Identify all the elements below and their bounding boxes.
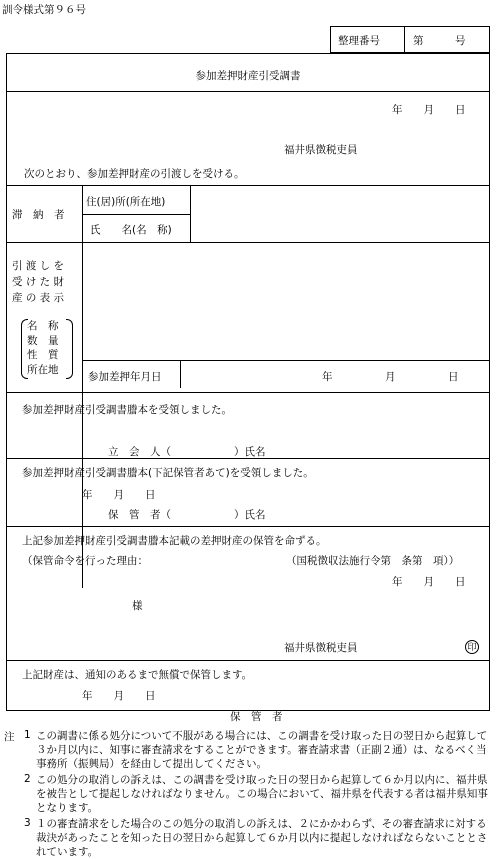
custodian-receipt-text: 参加差押財産引受調書謄本(下記保管者あて)を受領しました。 — [22, 467, 314, 479]
address-label: 住(居)所(所在地) — [86, 196, 166, 208]
date-top: 年 月 日 — [392, 104, 466, 116]
order-text: 上記参加差押財産引受調書謄本記載の差押財産の保管を命ずる。 — [22, 535, 327, 547]
property-label: 引 渡 し を 受 け た 財 産 の 表 示 — [12, 260, 65, 304]
property-description-field[interactable] — [82, 242, 490, 360]
seizure-date-label: 参加差押年月日 — [88, 371, 162, 383]
note-item: この調書に係る処分について不服がある場合には、この調書を受け取った日の翌日から起算して３か月以内に、知事に審査請求をすることができます。審査請求書（正副２通）は、なるべく当事務所（振興局）を経由して提出してください。 — [36, 730, 488, 770]
keep-text: 上記財産は、通知のあるまで無償で保管します。 — [22, 669, 253, 681]
keep-date: 年 月 日 — [82, 690, 156, 702]
order-reason-label: （保管命令を行った理由： — [22, 555, 148, 567]
property-sub-items: 名 称 数 量 性 質 所在地 — [27, 320, 59, 376]
custodian-receipt-date: 年 月 日 — [82, 489, 156, 501]
witness-field[interactable]: 立 会 人（ ）氏名 — [108, 446, 266, 458]
witness-text: 参加差押財産引受調書謄本を受領しました。 — [22, 404, 232, 416]
note-item: １の審査請求をした場合のこの処分の取消しの訴えは、２にかかわらず、その審査請求に対する裁決があったことを知った日の翌日から起算して６か月以内に提起しなければならないこととされています。 — [36, 818, 488, 858]
reference-number-value: 第 号 — [413, 35, 466, 47]
order-recipient-sama: 様 — [132, 600, 143, 612]
name-field[interactable] — [190, 214, 490, 242]
seal-icon: 印 — [465, 640, 479, 654]
custodian-field[interactable]: 保 管 者（ ）氏名 — [108, 509, 266, 521]
reference-number-label: 整理番号 — [338, 35, 380, 47]
note-number: 1 — [24, 729, 31, 741]
order-official: 福井県徴税吏員 — [284, 642, 358, 654]
taxpayer-label: 滞 納 者 — [12, 209, 65, 221]
note-number: 2 — [24, 773, 31, 785]
address-field[interactable] — [190, 185, 490, 214]
name-label: 氏 名(名 称) — [90, 224, 172, 236]
note-item: この処分の取消しの訴えは、この調書を受け取った日の翌日から起算して６か月以内に、福井県を被告として提起しなければなりません。この場合において、福井県を代表する者は福井県知事となります。 — [36, 774, 488, 814]
form-id: 訓令様式第９６号 — [2, 4, 86, 16]
notes-prefix: 注 — [4, 731, 15, 743]
order-law-ref: （国税徴収法施行令第 条第 項）） — [286, 555, 460, 567]
note-number: 3 — [24, 817, 31, 829]
order-date: 年 月 日 — [392, 576, 466, 588]
keep-custodian: 保 管 者 — [230, 711, 283, 723]
page-title: 参加差押財産引受調書 — [195, 70, 301, 82]
official-top: 福井県徴税吏員 — [284, 144, 358, 156]
seizure-date-value: 年 月 日 — [322, 371, 459, 383]
intro-text: 次のとおり、参加差押財産の引渡しを受ける。 — [24, 168, 245, 180]
